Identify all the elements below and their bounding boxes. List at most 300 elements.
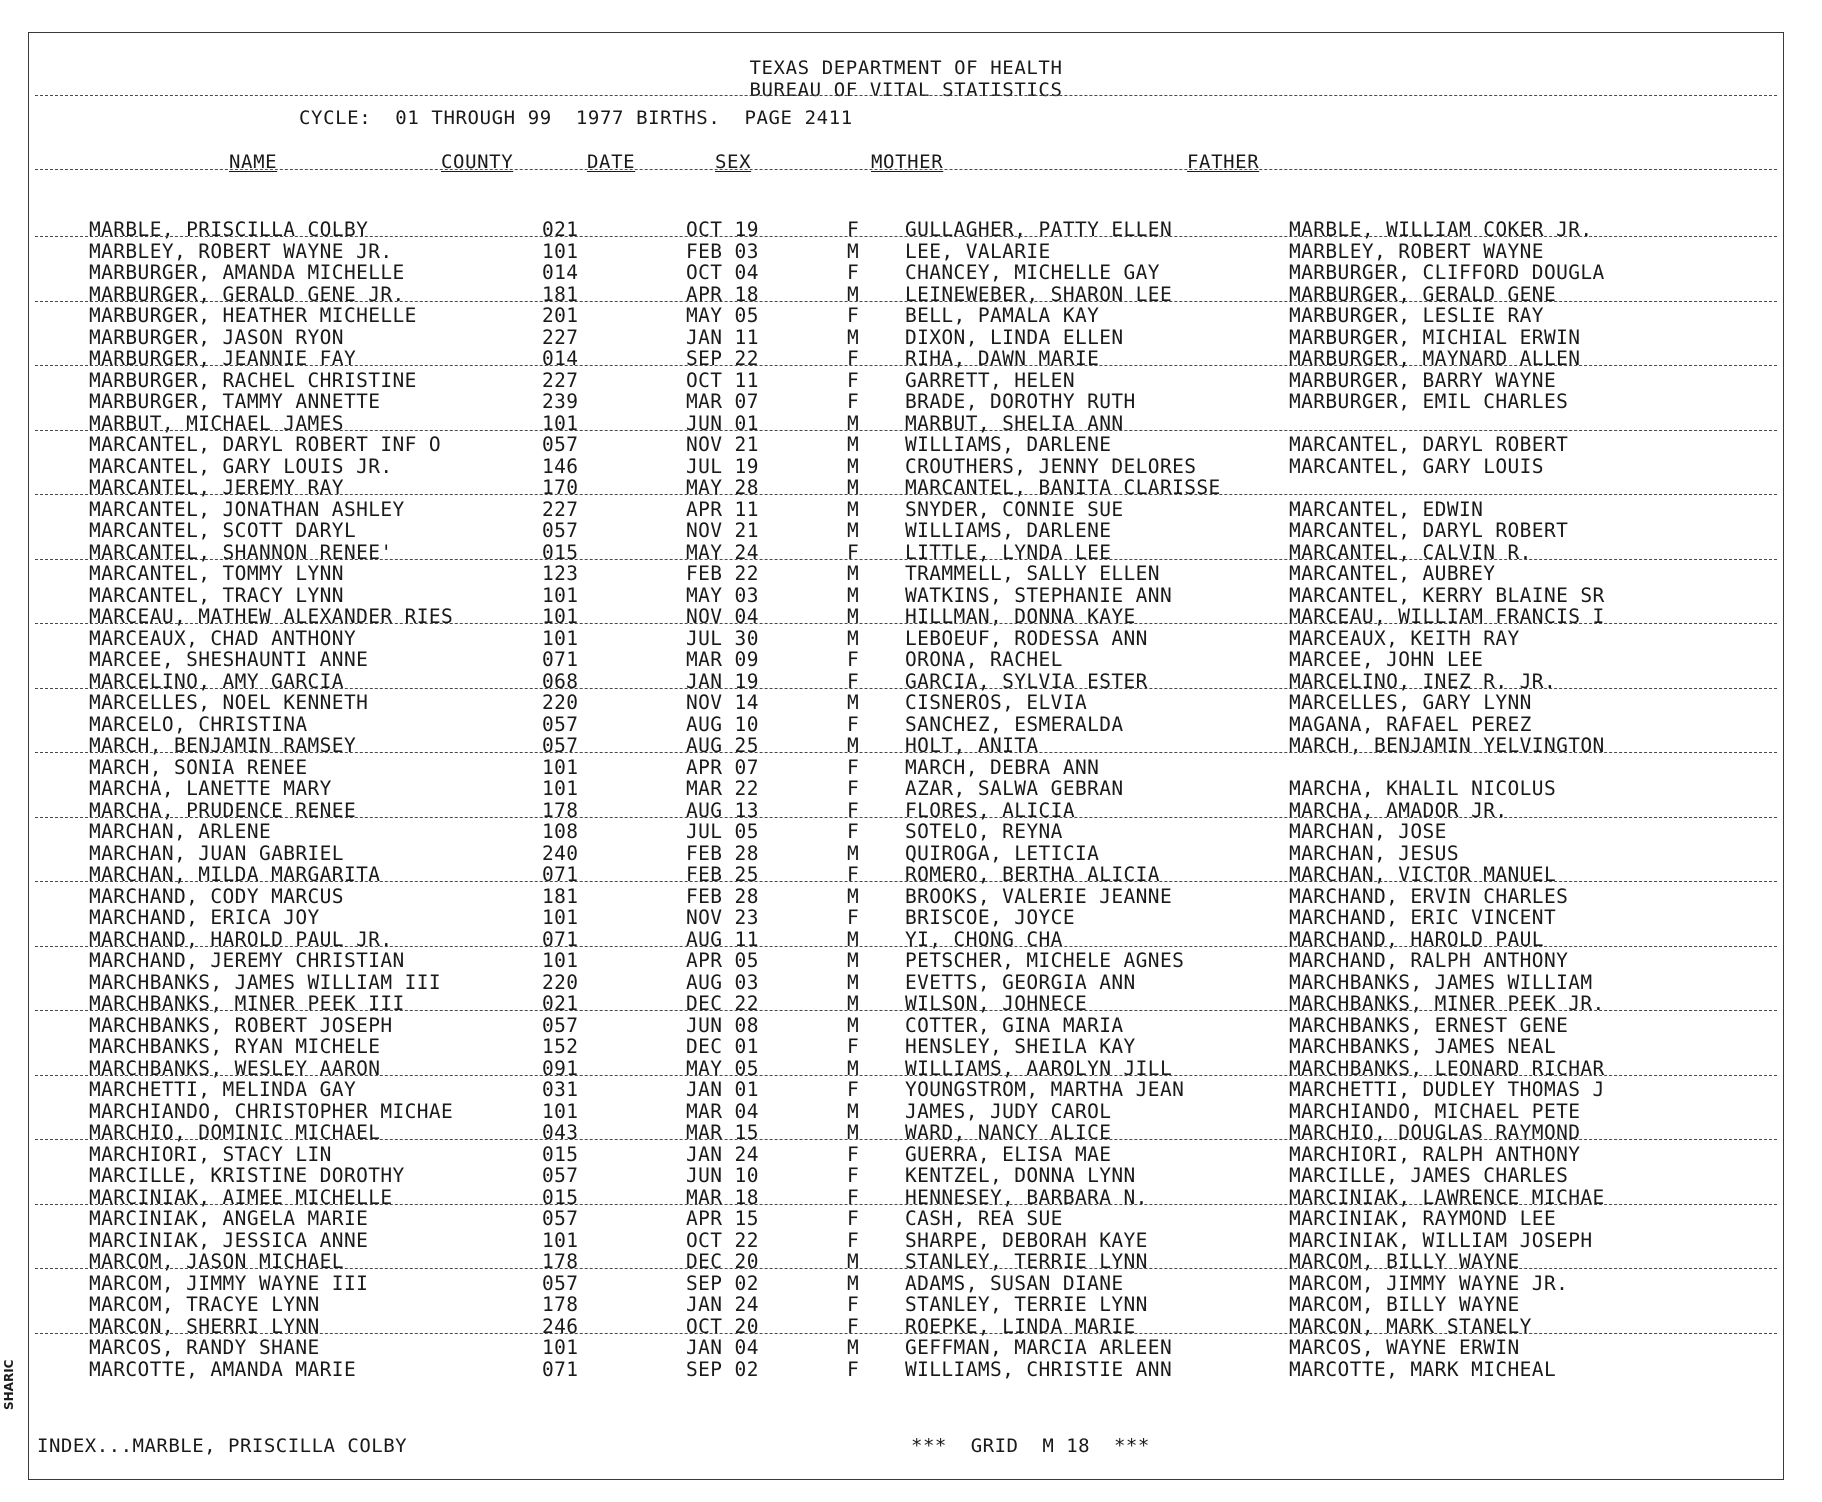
record-date: JAN 24	[686, 1142, 759, 1166]
record-father: MARCELLES, GARY LYNN	[1289, 691, 1532, 714]
record-name: MARCELINO, AMY GARCIA	[89, 669, 344, 693]
record-county: 101	[542, 949, 579, 972]
record-name: MARCINIAK, ANGELA MARIE	[89, 1207, 369, 1230]
record-mother: RIHA, DAWN MARIE	[905, 347, 1100, 370]
record-county: 227	[542, 325, 579, 349]
record-row	[29, 585, 1783, 607]
record-sex: M	[847, 927, 860, 951]
record-name: MARCHETTI, MELINDA GAY	[89, 1078, 357, 1101]
record-name: MARCHBANKS, WESLEY AARON	[89, 1056, 381, 1080]
record-date: NOV 21	[686, 433, 759, 456]
record-row	[29, 1208, 1783, 1230]
record-name: MARCELO, CHRISTINA	[89, 712, 308, 736]
record-mother: GEFFMAN, MARCIA ARLEEN	[905, 1336, 1173, 1359]
record-name: MARCANTEL, SHANNON RENEE'	[89, 540, 393, 564]
record-name: MARCILLE, KRISTINE DOROTHY	[89, 1164, 405, 1187]
sharic-stamp: SHARIC	[2, 1359, 16, 1410]
record-mother: CASH, REA SUE	[905, 1207, 1063, 1230]
record-county: 014	[542, 261, 579, 284]
record-father: MARCINIAK, WILLIAM JOSEPH	[1289, 1228, 1593, 1252]
record-father: MARBURGER, GERALD GENE	[1289, 282, 1557, 306]
record-father: MARCHBANKS, LEONARD RICHAR	[1289, 1056, 1605, 1080]
record-name: MARCANTEL, JEREMY RAY	[89, 476, 344, 499]
record-date: OCT 19	[686, 218, 759, 241]
record-mother: MARBUT, SHELIA ANN	[905, 411, 1124, 435]
record-row	[29, 241, 1783, 263]
record-father: MARCH, BENJAMIN YELVINGTON	[1289, 734, 1605, 757]
record-row	[29, 1294, 1783, 1316]
record-row	[29, 327, 1783, 349]
record-sex: F	[847, 1314, 860, 1338]
record-father: MARCOM, JIMMY WAYNE JR.	[1289, 1271, 1569, 1295]
record-row	[29, 778, 1783, 800]
record-name: MARCHAN, MILDA MARGARITA	[89, 863, 381, 886]
record-row	[29, 1273, 1783, 1295]
record-row	[29, 1015, 1783, 1037]
record-name: MARCOM, JASON MICHAEL	[89, 1250, 344, 1273]
record-row	[29, 1036, 1783, 1058]
record-father: MARCILLE, JAMES CHARLES	[1289, 1164, 1569, 1187]
record-father: MARCANTEL, DARYL ROBERT	[1289, 519, 1569, 542]
record-date: NOV 14	[686, 691, 759, 714]
record-sex: F	[847, 712, 860, 736]
record-date: JUN 01	[686, 411, 759, 435]
record-sex: F	[847, 1228, 860, 1252]
record-father: MARCANTEL, GARY LOUIS	[1289, 454, 1544, 478]
record-date: MAR 22	[686, 777, 759, 800]
record-row	[29, 929, 1783, 951]
record-father: MARCHETTI, DUDLEY THOMAS J	[1289, 1078, 1605, 1101]
record-county: 178	[542, 1293, 579, 1316]
record-sex: M	[847, 626, 860, 650]
record-date: APR 05	[686, 949, 759, 972]
record-sex: F	[847, 1164, 860, 1187]
record-name: MARCHAN, ARLENE	[89, 820, 272, 843]
record-date: MAR 07	[686, 390, 759, 413]
record-father: MARCANTEL, AUBREY	[1289, 562, 1496, 585]
record-county: 057	[542, 1207, 579, 1230]
record-sex: M	[847, 1056, 860, 1080]
record-row	[29, 1337, 1783, 1359]
record-row	[29, 434, 1783, 456]
record-county: 057	[542, 712, 579, 736]
record-county: 101	[542, 239, 579, 263]
record-date: FEB 25	[686, 863, 759, 886]
record-name: MARBURGER, HEATHER MICHELLE	[89, 304, 417, 327]
record-name: MARCINIAK, JESSICA ANNE	[89, 1228, 369, 1252]
record-name: MARBURGER, JEANNIE FAY	[89, 347, 357, 370]
record-mother: HENNESEY, BARBARA N.	[905, 1185, 1148, 1209]
record-date: MAY 24	[686, 540, 759, 564]
record-row	[29, 305, 1783, 327]
record-row	[29, 1122, 1783, 1144]
record-father: MARBLEY, ROBERT WAYNE	[1289, 239, 1544, 263]
record-sex: M	[847, 605, 860, 628]
record-sex: M	[847, 325, 860, 349]
record-date: NOV 21	[686, 519, 759, 542]
record-name: MARCANTEL, TRACY LYNN	[89, 583, 344, 607]
record-sex: M	[847, 497, 860, 521]
record-date: APR 18	[686, 282, 759, 306]
record-mother: BELL, PAMALA KAY	[905, 304, 1100, 327]
record-name: MARCHAND, ERICA JOY	[89, 906, 320, 929]
record-sex: M	[847, 841, 860, 865]
record-name: MARCOTTE, AMANDA MARIE	[89, 1357, 357, 1381]
record-mother: YOUNGSTROM, MARTHA JEAN	[905, 1078, 1185, 1101]
record-name: MARCON, SHERRI LYNN	[89, 1314, 320, 1338]
record-date: OCT 11	[686, 368, 759, 392]
record-name: MARCHA, PRUDENCE RENEE	[89, 798, 357, 822]
record-county: 031	[542, 1078, 579, 1101]
record-father: MARCEE, JOHN LEE	[1289, 648, 1484, 671]
record-date: SEP 02	[686, 1271, 759, 1295]
record-name: MARCHAND, HAROLD PAUL JR.	[89, 927, 393, 951]
record-row	[29, 413, 1783, 435]
record-father: MARCHAND, ERIC VINCENT	[1289, 906, 1557, 929]
record-father: MARBURGER, MAYNARD ALLEN	[1289, 347, 1581, 370]
record-sex: M	[847, 562, 860, 585]
record-date: MAR 15	[686, 1121, 759, 1144]
record-county: 021	[542, 992, 579, 1015]
record-mother: WILLIAMS, DARLENE	[905, 433, 1112, 456]
record-father: MARCANTEL, EDWIN	[1289, 497, 1484, 521]
record-row	[29, 1058, 1783, 1080]
record-sex: M	[847, 411, 860, 435]
record-county: 101	[542, 1099, 579, 1123]
record-county: 101	[542, 605, 579, 628]
record-father: MARCINIAK, RAYMOND LEE	[1289, 1207, 1557, 1230]
record-mother: LEBOEUF, RODESSA ANN	[905, 626, 1148, 650]
record-county: 071	[542, 863, 579, 886]
record-date: OCT 04	[686, 261, 759, 284]
record-row	[29, 262, 1783, 284]
record-county: 101	[542, 411, 579, 435]
record-mother: LEINEWEBER, SHARON LEE	[905, 282, 1173, 306]
record-sex: F	[847, 1035, 860, 1058]
record-name: MARCOS, RANDY SHANE	[89, 1336, 320, 1359]
record-row	[29, 370, 1783, 392]
record-date: JAN 04	[686, 1336, 759, 1359]
record-name: MARCHBANKS, RYAN MICHELE	[89, 1035, 381, 1058]
record-name: MARCHBANKS, JAMES WILLIAM III	[89, 970, 442, 994]
record-name: MARCHIANDO, CHRISTOPHER MICHAE	[89, 1099, 454, 1123]
record-county: 101	[542, 777, 579, 800]
record-mother: ROEPKE, LINDA MARIE	[905, 1314, 1136, 1338]
record-father: MARCHAN, JOSE	[1289, 820, 1447, 843]
record-father: MARCOTTE, MARK MICHEAL	[1289, 1357, 1557, 1381]
record-row	[29, 692, 1783, 714]
record-date: MAY 28	[686, 476, 759, 499]
record-county: 239	[542, 390, 579, 413]
record-name: MARBURGER, RACHEL CHRISTINE	[89, 368, 417, 392]
record-sex: M	[847, 1121, 860, 1144]
record-mother: ORONA, RACHEL	[905, 648, 1063, 671]
record-sex: M	[847, 282, 860, 306]
record-mother: TRAMMELL, SALLY ELLEN	[905, 562, 1160, 585]
record-sex: F	[847, 304, 860, 327]
record-sex: M	[847, 433, 860, 456]
record-father: MARCINIAK, LAWRENCE MICHAE	[1289, 1185, 1605, 1209]
record-father: MARCANTEL, DARYL ROBERT	[1289, 433, 1569, 456]
record-date: NOV 23	[686, 906, 759, 929]
record-date: MAY 03	[686, 583, 759, 607]
record-sex: F	[847, 368, 860, 392]
record-row	[29, 950, 1783, 972]
record-sex: F	[847, 1078, 860, 1101]
record-sex: F	[847, 669, 860, 693]
record-row	[29, 348, 1783, 370]
record-date: SEP 22	[686, 347, 759, 370]
record-row	[29, 821, 1783, 843]
record-county: 057	[542, 1271, 579, 1295]
record-name: MARCOM, JIMMY WAYNE III	[89, 1271, 369, 1295]
record-mother: GARRETT, HELEN	[905, 368, 1075, 392]
column-header-date: DATE	[587, 151, 636, 173]
header-rule-top	[35, 95, 1777, 96]
record-date: JUL 05	[686, 820, 759, 843]
record-county: 057	[542, 519, 579, 542]
record-row	[29, 843, 1783, 865]
record-row	[29, 1144, 1783, 1166]
record-row	[29, 1359, 1783, 1381]
record-father: MARCOM, BILLY WAYNE	[1289, 1250, 1520, 1273]
record-county: 152	[542, 1035, 579, 1058]
record-county: 071	[542, 1357, 579, 1381]
record-father: MARCHBANKS, JAMES NEAL	[1289, 1035, 1557, 1058]
record-date: FEB 28	[686, 841, 759, 865]
record-county: 201	[542, 304, 579, 327]
record-row	[29, 391, 1783, 413]
record-sex: M	[847, 992, 860, 1015]
record-name: MARCHAND, JEREMY CHRISTIAN	[89, 949, 405, 972]
record-mother: JAMES, JUDY CAROL	[905, 1099, 1112, 1123]
record-sex: F	[847, 755, 860, 779]
record-date: AUG 11	[686, 927, 759, 951]
record-father: MARCON, MARK STANELY	[1289, 1314, 1532, 1338]
record-mother: PETSCHER, MICHELE AGNES	[905, 949, 1185, 972]
record-county: 057	[542, 433, 579, 456]
record-father: MARCHIORI, RALPH ANTHONY	[1289, 1142, 1581, 1166]
record-father: MARCHIO, DOUGLAS RAYMOND	[1289, 1121, 1581, 1144]
record-county: 178	[542, 798, 579, 822]
record-sex: M	[847, 1099, 860, 1123]
bureau-title: BUREAU OF VITAL STATISTICS	[749, 79, 1063, 101]
record-date: JAN 24	[686, 1293, 759, 1316]
record-father: MARCHAND, RALPH ANTHONY	[1289, 949, 1569, 972]
record-date: FEB 22	[686, 562, 759, 585]
record-name: MARBLE, PRISCILLA COLBY	[89, 218, 369, 241]
record-father: MARBURGER, LESLIE RAY	[1289, 304, 1544, 327]
record-date: APR 15	[686, 1207, 759, 1230]
record-row	[29, 1101, 1783, 1123]
record-father: MARCOS, WAYNE ERWIN	[1289, 1336, 1520, 1359]
record-county: 240	[542, 841, 579, 865]
record-row	[29, 800, 1783, 822]
record-sex: M	[847, 519, 860, 542]
record-mother: LEE, VALARIE	[905, 239, 1051, 263]
index-footer: INDEX...MARBLE, PRISCILLA COLBY	[37, 1435, 408, 1457]
record-row	[29, 757, 1783, 779]
record-sex: M	[847, 691, 860, 714]
record-sex: M	[847, 1336, 860, 1359]
record-father: MARCHBANKS, ERNEST GENE	[1289, 1013, 1569, 1037]
record-date: AUG 10	[686, 712, 759, 736]
record-date: JAN 19	[686, 669, 759, 693]
record-county: 014	[542, 347, 579, 370]
record-county: 071	[542, 927, 579, 951]
record-date: APR 07	[686, 755, 759, 779]
column-header-sex: SEX	[715, 151, 752, 173]
record-county: 181	[542, 282, 579, 306]
record-county: 146	[542, 454, 579, 478]
record-name: MARBURGER, JASON RYON	[89, 325, 344, 349]
record-mother: WATKINS, STEPHANIE ANN	[905, 583, 1173, 607]
record-date: JAN 01	[686, 1078, 759, 1101]
column-header-mother: MOTHER	[871, 151, 944, 173]
record-date: JAN 11	[686, 325, 759, 349]
record-mother: LITTLE, LYNDA LEE	[905, 540, 1112, 564]
record-row	[29, 671, 1783, 693]
record-county: 181	[542, 884, 579, 908]
record-sex: M	[847, 884, 860, 908]
record-row	[29, 1079, 1783, 1101]
record-sex: F	[847, 1293, 860, 1316]
record-father: MARCHA, KHALIL NICOLUS	[1289, 777, 1557, 800]
record-date: MAY 05	[686, 304, 759, 327]
record-row	[29, 477, 1783, 499]
record-mother: WILSON, JOHNECE	[905, 992, 1088, 1015]
record-date: FEB 03	[686, 239, 759, 263]
record-name: MARCANTEL, TOMMY LYNN	[89, 562, 344, 585]
record-sex: M	[847, 476, 860, 499]
record-mother: WILLIAMS, AAROLYN JILL	[905, 1056, 1173, 1080]
record-mother: WARD, NANCY ALICE	[905, 1121, 1112, 1144]
record-name: MARCHIO, DOMINIC MICHAEL	[89, 1121, 381, 1144]
record-county: 057	[542, 734, 579, 757]
record-sex: M	[847, 239, 860, 263]
record-county: 246	[542, 1314, 579, 1338]
record-sex: M	[847, 454, 860, 478]
record-county: 101	[542, 755, 579, 779]
record-date: FEB 28	[686, 884, 759, 908]
record-mother: MARCANTEL, BANITA CLARISSE	[905, 476, 1221, 499]
record-name: MARBLEY, ROBERT WAYNE JR.	[89, 239, 393, 263]
record-father: MARCHAND, HAROLD PAUL	[1289, 927, 1544, 951]
record-county: 071	[542, 648, 579, 671]
record-date: JUL 19	[686, 454, 759, 478]
record-name: MARCEAUX, CHAD ANTHONY	[89, 626, 357, 650]
record-mother: QUIROGA, LETICIA	[905, 841, 1100, 865]
record-father: MARCHAND, ERVIN CHARLES	[1289, 884, 1569, 908]
record-sex: M	[847, 1271, 860, 1295]
record-county: 091	[542, 1056, 579, 1080]
record-county: 101	[542, 906, 579, 929]
printout-page	[28, 32, 1784, 1480]
record-county: 170	[542, 476, 579, 499]
record-row	[29, 1251, 1783, 1273]
column-header-rule	[35, 169, 1777, 170]
record-mother: FLORES, ALICIA	[905, 798, 1075, 822]
record-date: AUG 13	[686, 798, 759, 822]
record-sex: F	[847, 218, 860, 241]
record-mother: SOTELO, REYNA	[905, 820, 1063, 843]
record-father: MARCHAN, VICTOR MANUEL	[1289, 863, 1557, 886]
record-sex: F	[847, 648, 860, 671]
record-date: DEC 20	[686, 1250, 759, 1273]
record-county: 220	[542, 691, 579, 714]
record-mother: KENTZEL, DONNA LYNN	[905, 1164, 1136, 1187]
record-row	[29, 628, 1783, 650]
record-sex: F	[847, 906, 860, 929]
record-date: OCT 20	[686, 1314, 759, 1338]
record-date: SEP 02	[686, 1357, 759, 1381]
record-mother: CHANCEY, MICHELLE GAY	[905, 261, 1160, 284]
record-county: 123	[542, 562, 579, 585]
record-county: 057	[542, 1164, 579, 1187]
record-father: MARBLE, WILLIAM COKER JR.	[1289, 218, 1593, 241]
record-county: 108	[542, 820, 579, 843]
record-mother: SHARPE, DEBORAH KAYE	[905, 1228, 1148, 1252]
record-father: MARCEAUX, KEITH RAY	[1289, 626, 1520, 650]
record-name: MARCANTEL, SCOTT DARYL	[89, 519, 357, 542]
record-father: MARCHBANKS, JAMES WILLIAM	[1289, 970, 1593, 994]
department-title: TEXAS DEPARTMENT OF HEALTH	[749, 57, 1063, 79]
record-sex: F	[847, 1357, 860, 1381]
record-sex: F	[847, 390, 860, 413]
record-row	[29, 499, 1783, 521]
record-name: MARCANTEL, JONATHAN ASHLEY	[89, 497, 405, 521]
record-name: MARCHIORI, STACY LIN	[89, 1142, 332, 1166]
record-mother: EVETTS, GEORGIA ANN	[905, 970, 1136, 994]
record-date: DEC 22	[686, 992, 759, 1015]
record-sex: F	[847, 1142, 860, 1166]
record-row	[29, 563, 1783, 585]
column-header-county: COUNTY	[441, 151, 514, 173]
record-sex: M	[847, 734, 860, 757]
record-mother: ADAMS, SUSAN DIANE	[905, 1271, 1124, 1295]
record-row	[29, 284, 1783, 306]
record-father: MARBURGER, EMIL CHARLES	[1289, 390, 1569, 413]
record-date: MAR 04	[686, 1099, 759, 1123]
record-sex: M	[847, 970, 860, 994]
record-county: 101	[542, 1336, 579, 1359]
record-sex: F	[847, 261, 860, 284]
record-name: MARCHAND, CODY MARCUS	[89, 884, 344, 908]
record-father: MARCANTEL, KERRY BLAINE SR	[1289, 583, 1605, 607]
record-sex: M	[847, 1250, 860, 1273]
record-mother: WILLIAMS, CHRISTIE ANN	[905, 1357, 1173, 1381]
record-date: NOV 04	[686, 605, 759, 628]
record-row	[29, 606, 1783, 628]
record-county: 057	[542, 1013, 579, 1037]
record-mother: MARCH, DEBRA ANN	[905, 755, 1100, 779]
record-sex: F	[847, 1185, 860, 1209]
record-mother: CISNEROS, ELVIA	[905, 691, 1088, 714]
record-row	[29, 456, 1783, 478]
record-mother: ROMERO, BERTHA ALICIA	[905, 863, 1160, 886]
record-date: DEC 01	[686, 1035, 759, 1058]
record-name: MARCANTEL, DARYL ROBERT INF O	[89, 433, 442, 456]
record-sex: F	[847, 820, 860, 843]
record-county: 101	[542, 583, 579, 607]
record-mother: STANLEY, TERRIE LYNN	[905, 1293, 1148, 1316]
record-father: MARCHBANKS, MINER PEEK JR.	[1289, 992, 1605, 1015]
record-sex: F	[847, 347, 860, 370]
record-mother: CROUTHERS, JENNY DELORES	[905, 454, 1197, 478]
record-name: MARCOM, TRACYE LYNN	[89, 1293, 320, 1316]
record-row	[29, 993, 1783, 1015]
record-row	[29, 1230, 1783, 1252]
